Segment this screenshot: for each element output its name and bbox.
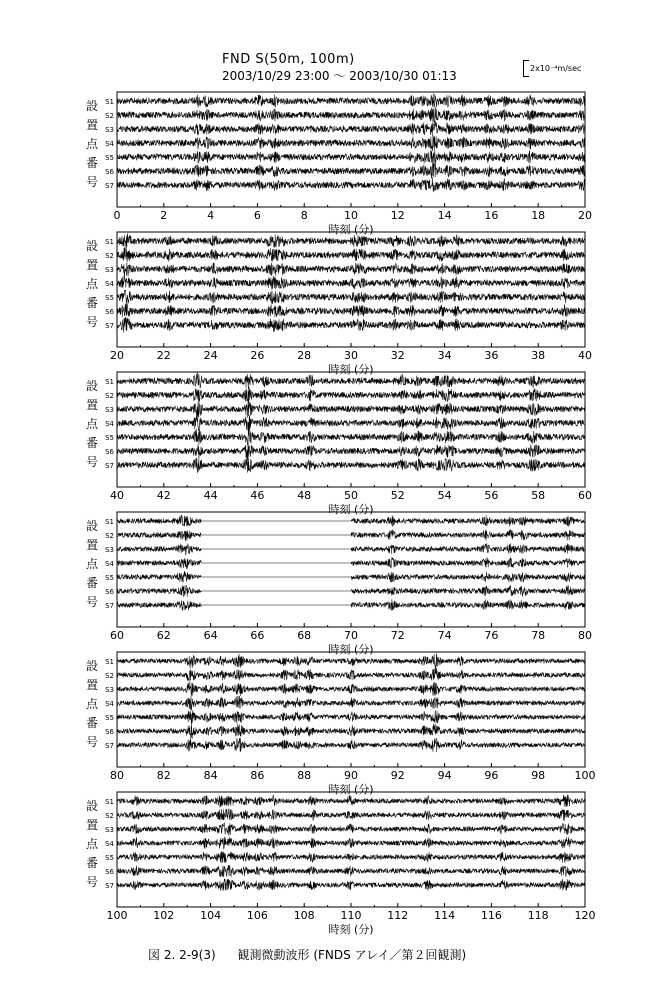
trace-s6: [117, 303, 585, 317]
trace-s2: [117, 107, 585, 123]
x-tick-label: 96: [484, 769, 499, 782]
x-tick-label: 104: [200, 909, 222, 922]
x-tick-label: 114: [434, 909, 456, 922]
trace-s3: [117, 262, 585, 276]
trace-s4: [117, 135, 585, 151]
x-tick-label: 100: [106, 909, 128, 922]
y-axis-label-char: 号: [85, 735, 99, 749]
panel-frame: [117, 232, 585, 347]
y-axis-label-char: 点: [85, 417, 99, 431]
trace-s3: [117, 681, 585, 696]
y-axis-label-char: 設: [85, 379, 99, 393]
x-tick-label: 120: [574, 909, 596, 922]
trace-label-s2: S2: [105, 812, 114, 820]
x-tick-label: 66: [250, 629, 265, 642]
x-axis-label: 時刻 (分): [328, 363, 374, 376]
trace-s7: [117, 879, 585, 891]
x-tick-label: 118: [527, 909, 549, 922]
trace-s6: [117, 163, 585, 179]
x-tick-label: 46: [250, 489, 265, 502]
y-axis-label-char: 点: [85, 137, 99, 151]
y-axis-label-char: 号: [85, 875, 99, 889]
trace-label-s1: S1: [105, 378, 114, 386]
panel-frame: [117, 372, 585, 487]
trace-s4: [117, 415, 585, 431]
trace-label-s5: S5: [105, 434, 114, 442]
trace-s7: [117, 177, 585, 192]
chart-panel-4: [86, 512, 592, 656]
trace-label-s6: S6: [105, 448, 114, 456]
trace-s4: [117, 837, 585, 849]
trace-s6: [117, 724, 585, 739]
amplitude-scale-label: 2x10⁻⁴m/sec: [530, 64, 582, 73]
trace-s5: [117, 290, 585, 304]
trace-label-s7: S7: [105, 882, 114, 890]
x-tick-label: 86: [250, 769, 265, 782]
x-tick-label: 62: [156, 629, 171, 642]
x-tick-label: 60: [110, 629, 124, 642]
x-tick-label: 80: [578, 629, 592, 642]
trace-label-s1: S1: [105, 518, 114, 526]
trace-label-s5: S5: [105, 294, 114, 302]
x-tick-label: 88: [297, 769, 312, 782]
x-tick-label: 78: [531, 629, 546, 642]
y-axis-label-char: 置: [85, 678, 99, 692]
chart-panel-6: [86, 792, 596, 936]
trace-label-s7: S7: [105, 742, 114, 750]
y-axis-label-char: 設: [85, 239, 99, 253]
trace-s3: [117, 399, 585, 418]
x-tick-label: 92: [390, 769, 405, 782]
figure-caption: [148, 946, 466, 963]
panel-frame: [117, 512, 585, 627]
panel-frame: [117, 652, 585, 767]
y-axis-label-char: 置: [85, 118, 99, 132]
x-tick-label: 14: [437, 209, 452, 222]
y-axis-label-char: 番: [85, 156, 99, 170]
x-tick-label: 26: [250, 349, 265, 362]
x-tick-label: 94: [437, 769, 452, 782]
y-axis-label: [86, 379, 99, 469]
x-tick-label: 56: [484, 489, 499, 502]
trace-s2: [117, 809, 585, 821]
y-axis-label-char: 点: [85, 837, 99, 851]
x-axis-label: 時刻 (分): [328, 223, 374, 236]
x-axis-label: 時刻 (分): [328, 783, 374, 796]
x-tick-label: 58: [531, 489, 546, 502]
y-axis-label-char: 点: [85, 557, 99, 571]
x-tick-label: 68: [297, 629, 312, 642]
x-tick-label: 28: [297, 349, 312, 362]
trace-label-s2: S2: [105, 672, 114, 680]
y-axis-label-char: 設: [85, 659, 99, 673]
trace-s4: [117, 557, 585, 569]
x-tick-label: 108: [293, 909, 315, 922]
chart-panel-1: [86, 92, 592, 236]
trace-s6: [117, 443, 585, 461]
trace-s4: [117, 275, 585, 289]
x-tick-label: 6: [253, 209, 261, 222]
x-tick-label: 50: [344, 489, 358, 502]
y-axis-label: [86, 239, 99, 329]
x-tick-label: 98: [531, 769, 546, 782]
trace-s5: [117, 571, 585, 583]
x-tick-label: 116: [480, 909, 502, 922]
trace-label-s7: S7: [105, 462, 114, 470]
x-tick-label: 110: [340, 909, 362, 922]
trace-label-s6: S6: [105, 728, 114, 736]
y-axis-label-char: 設: [85, 99, 99, 113]
trace-s1: [117, 515, 585, 527]
x-tick-label: 20: [110, 349, 124, 362]
x-tick-label: 38: [531, 349, 546, 362]
x-tick-label: 8: [300, 209, 308, 222]
y-axis-label-char: 点: [85, 697, 99, 711]
x-tick-label: 34: [437, 349, 452, 362]
chart-title: FND S(50m, 100m): [222, 52, 355, 67]
x-axis-label: 時刻 (分): [328, 503, 374, 516]
trace-label-s6: S6: [105, 868, 114, 876]
trace-s5: [117, 710, 585, 724]
trace-s7: [117, 317, 585, 332]
trace-s2: [117, 529, 585, 541]
trace-label-s7: S7: [105, 322, 114, 330]
x-tick-label: 10: [344, 209, 358, 222]
x-axis-label: 時刻 (分): [328, 923, 374, 936]
x-tick-label: 44: [203, 489, 218, 502]
y-axis-label-char: 号: [85, 455, 99, 469]
trace-s2: [117, 247, 585, 262]
trace-label-s5: S5: [105, 574, 114, 582]
trace-label-s4: S4: [105, 700, 114, 708]
trace-s7: [117, 738, 585, 752]
trace-label-s4: S4: [105, 280, 114, 288]
x-tick-label: 32: [390, 349, 405, 362]
y-axis-label-char: 号: [85, 175, 99, 189]
trace-s6: [117, 585, 585, 597]
y-axis-label-char: 置: [85, 818, 99, 832]
y-axis-label-char: 置: [85, 538, 99, 552]
x-tick-label: 40: [578, 349, 592, 362]
trace-s4: [117, 696, 585, 711]
trace-s2: [117, 668, 585, 681]
y-axis-label-char: 番: [85, 436, 99, 450]
trace-s1: [117, 795, 585, 807]
trace-s3: [117, 823, 585, 835]
x-tick-label: 72: [390, 629, 405, 642]
trace-label-s4: S4: [105, 420, 114, 428]
y-axis-label-char: 設: [85, 799, 99, 813]
y-axis-label: [86, 799, 99, 889]
trace-label-s4: S4: [105, 840, 114, 848]
panel-frame: [117, 792, 585, 907]
chart-panel-3: [86, 372, 592, 516]
trace-label-s5: S5: [105, 154, 114, 162]
y-axis-label-char: 号: [85, 315, 99, 329]
trace-label-s2: S2: [105, 532, 114, 540]
x-axis-label: 時刻 (分): [328, 643, 374, 656]
trace-label-s7: S7: [105, 182, 114, 190]
y-axis-label-char: 設: [85, 519, 99, 533]
trace-label-s6: S6: [105, 168, 114, 176]
x-tick-label: 64: [203, 629, 218, 642]
x-tick-label: 22: [156, 349, 171, 362]
x-tick-label: 24: [203, 349, 218, 362]
trace-label-s2: S2: [105, 252, 114, 260]
trace-label-s1: S1: [105, 658, 114, 666]
trace-s5: [117, 851, 585, 863]
trace-label-s3: S3: [105, 686, 114, 694]
trace-label-s6: S6: [105, 588, 114, 596]
x-tick-label: 36: [484, 349, 499, 362]
trace-label-s3: S3: [105, 826, 114, 834]
x-tick-label: 20: [578, 209, 592, 222]
trace-s5: [117, 428, 585, 446]
trace-label-s1: S1: [105, 798, 114, 806]
trace-label-s5: S5: [105, 854, 114, 862]
trace-label-s1: S1: [105, 238, 114, 246]
y-axis-label-char: 点: [85, 277, 99, 291]
x-tick-label: 30: [344, 349, 358, 362]
x-tick-label: 76: [484, 629, 499, 642]
x-tick-label: 70: [344, 629, 358, 642]
chart-panel-5: [86, 652, 596, 796]
trace-s1: [117, 93, 585, 107]
trace-s2: [117, 386, 585, 403]
x-tick-label: 74: [437, 629, 452, 642]
x-tick-label: 90: [344, 769, 358, 782]
figure-number: 図 2. 2-9(3): [148, 948, 216, 962]
trace-label-s3: S3: [105, 546, 114, 554]
figure-caption-text: 観測微動波形 (FNDS アレイ／第２回観測): [237, 948, 467, 962]
x-tick-label: 12: [390, 209, 405, 222]
panel-frame: [117, 92, 585, 207]
x-tick-label: 40: [110, 489, 124, 502]
x-tick-label: 82: [156, 769, 171, 782]
trace-s3: [117, 122, 585, 136]
trace-s7: [117, 457, 585, 474]
y-axis-label-char: 番: [85, 576, 99, 590]
x-tick-label: 2: [160, 209, 168, 222]
trace-label-s3: S3: [105, 126, 114, 134]
x-tick-label: 112: [387, 909, 409, 922]
x-tick-label: 42: [156, 489, 171, 502]
y-axis-label: [86, 659, 99, 749]
x-tick-label: 18: [531, 209, 546, 222]
trace-label-s3: S3: [105, 266, 114, 274]
chart-subtitle: 2003/10/29 23:00 ～ 2003/10/30 01:13: [222, 69, 457, 83]
trace-label-s2: S2: [105, 112, 114, 120]
x-tick-label: 4: [207, 209, 215, 222]
y-axis-label-char: 番: [85, 296, 99, 310]
trace-s6: [117, 865, 585, 877]
x-tick-label: 84: [203, 769, 218, 782]
x-tick-label: 54: [437, 489, 452, 502]
x-tick-label: 102: [153, 909, 175, 922]
trace-s3: [117, 543, 585, 555]
trace-label-s2: S2: [105, 392, 114, 400]
y-axis-label: [86, 99, 99, 189]
trace-label-s4: S4: [105, 560, 114, 568]
x-tick-label: 48: [297, 489, 312, 502]
trace-label-s5: S5: [105, 714, 114, 722]
trace-label-s7: S7: [105, 602, 114, 610]
trace-s7: [117, 599, 585, 610]
x-tick-label: 0: [113, 209, 121, 222]
trace-s5: [117, 150, 585, 165]
trace-label-s6: S6: [105, 308, 114, 316]
x-tick-label: 52: [390, 489, 405, 502]
y-axis-label: [86, 519, 99, 609]
x-tick-label: 16: [484, 209, 499, 222]
x-tick-label: 80: [110, 769, 124, 782]
chart-panel-2: [86, 232, 592, 376]
y-axis-label-char: 号: [85, 595, 99, 609]
y-axis-label-char: 番: [85, 856, 99, 870]
x-tick-label: 100: [574, 769, 596, 782]
x-tick-label: 60: [578, 489, 592, 502]
trace-label-s4: S4: [105, 140, 114, 148]
x-tick-label: 106: [246, 909, 268, 922]
y-axis-label-char: 置: [85, 258, 99, 272]
trace-label-s1: S1: [105, 98, 114, 106]
y-axis-label-char: 番: [85, 716, 99, 730]
trace-label-s3: S3: [105, 406, 114, 414]
y-axis-label-char: 置: [85, 398, 99, 412]
